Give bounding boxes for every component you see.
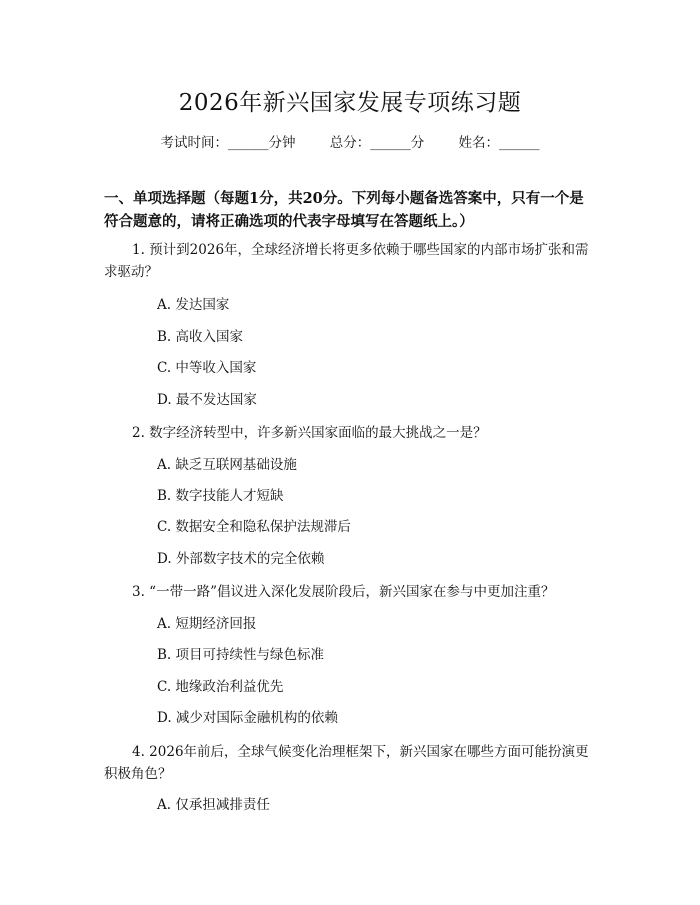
question-2-option-d: D. 外部数字技术的完全依赖 <box>157 551 325 567</box>
question-1-option-b: B. 高收入国家 <box>157 329 244 345</box>
question-3-option-a: A. 短期经济回报 <box>157 616 257 632</box>
student-name-field: 姓名：______ <box>458 135 540 151</box>
question-2-option-b: B. 数字技能人才短缺 <box>157 488 284 504</box>
exam-time-field: 考试时间：______分钟 <box>160 135 296 151</box>
question-2-option-c: C. 数据安全和隐私保护法规滞后 <box>157 519 351 535</box>
question-2-option-a: A. 缺乏互联网基础设施 <box>157 457 297 473</box>
question-1-option-c: C. 中等收入国家 <box>157 360 257 376</box>
exam-meta <box>0 131 700 151</box>
page-title: 2026年新兴国家发展专项练习题 <box>178 90 522 116</box>
question-3-option-d: D. 减少对国际金融机构的依赖 <box>157 710 338 726</box>
question-3: 3. “一带一路”倡议进入深化发展阶段后，新兴国家在参与中更加注重？ <box>132 584 555 600</box>
question-1: 1. 预计到2026年，全球经济增长将更多依赖于哪些国家的内部市场扩张和需求驱动？ <box>104 242 589 280</box>
question-3-option-c: C. 地缘政治利益优先 <box>157 679 284 695</box>
section-heading: 一、单项选择题（每题1分，共20分。下列每小题备选答案中，只有一个是符合题意的，请将正确选项的代表字母填写在答题纸上。） <box>104 190 584 230</box>
question-4: 4. 2026年前后，全球气候变化治理框架下，新兴国家在哪些方面可能扮演更积极角色？ <box>104 744 589 782</box>
question-3-option-b: B. 项目可持续性与绿色标准 <box>157 647 325 663</box>
question-2: 2. 数字经济转型中，许多新兴国家面临的最大挑战之一是？ <box>132 425 487 441</box>
question-1-option-a: A. 发达国家 <box>157 297 230 313</box>
question-1-option-d: D. 最不发达国家 <box>157 392 257 408</box>
question-4-option-a: A. 仅承担减排责任 <box>157 797 270 813</box>
total-score-field: 总分：______分 <box>329 135 425 151</box>
